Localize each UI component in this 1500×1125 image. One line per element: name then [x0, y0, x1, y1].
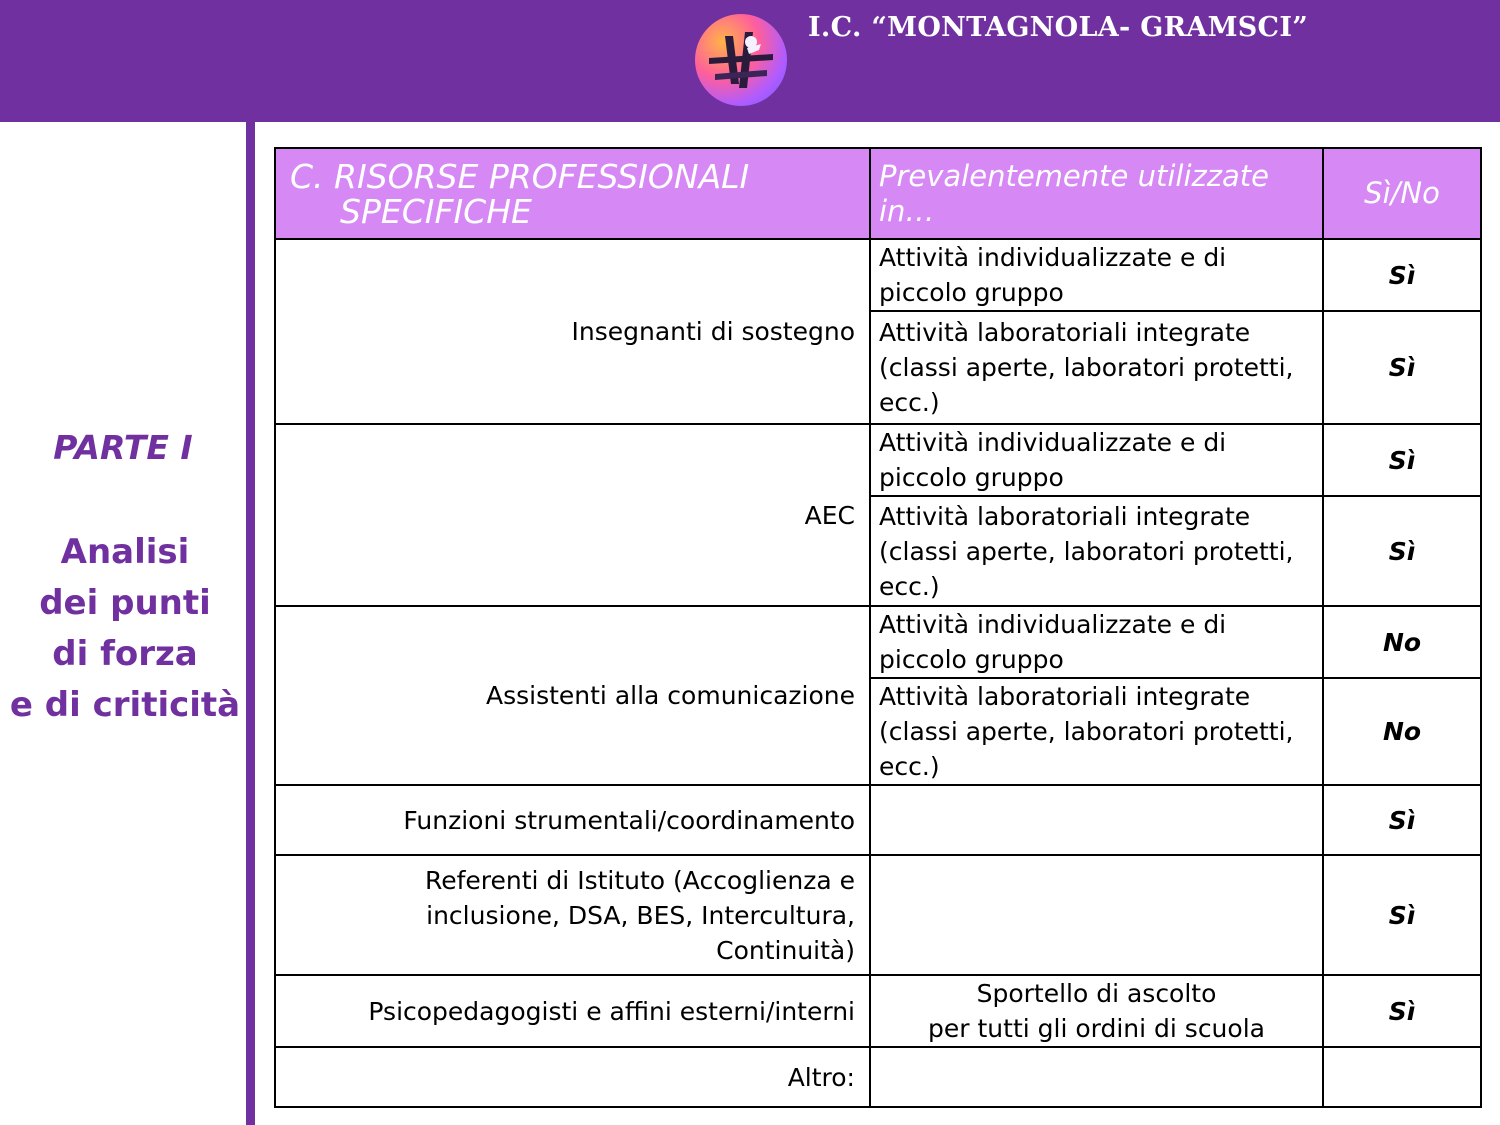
resource-cell: [275, 785, 870, 855]
answer-cell: Sì: [1323, 496, 1481, 606]
header-usage-line: Prevalentemente utilizzate: [879, 158, 1269, 193]
usage-cell: [870, 496, 1323, 606]
section-title: [0, 527, 250, 731]
usage-line: Attività individualizzate e di: [879, 610, 1227, 639]
header-bar: [0, 0, 1500, 122]
usage-line: piccolo gruppo: [879, 645, 1064, 674]
answer-cell: Sì: [1323, 424, 1481, 496]
section-title-line: dei punti: [39, 583, 211, 623]
answer-cell: Sì: [1323, 855, 1481, 975]
header-yes-no: Sì/No: [1323, 148, 1481, 239]
usage-cell: [870, 239, 1323, 311]
table-row: [275, 239, 1481, 311]
usage-line: Attività laboratoriali integrate: [879, 682, 1251, 711]
answer-cell: Sì: [1323, 785, 1481, 855]
usage-line: piccolo gruppo: [879, 463, 1064, 492]
usage-line: ecc.): [879, 571, 940, 601]
table-row: [275, 606, 1481, 678]
answer-cell: Sì: [1323, 239, 1481, 311]
section-title-line: e di criticità: [9, 685, 241, 725]
resource-line: Altro:: [787, 1062, 855, 1092]
school-name: I.C. “MONTAGNOLA- GRAMSCI”: [808, 12, 1309, 43]
table-header-row: [275, 148, 1481, 239]
resource-line: Continuità): [716, 935, 855, 965]
usage-line: (classi aperte, laboratori protetti,: [879, 717, 1294, 746]
part-label: PARTE I: [53, 428, 193, 467]
usage-line: per tutti gli ordini di scuola: [928, 1014, 1265, 1043]
school-logo-icon: [695, 14, 787, 106]
header-usage-line: in…: [879, 193, 935, 228]
answer-cell: Sì: [1323, 311, 1481, 424]
resource-line: Psicopedagogisti e affini esterni/interni: [368, 996, 855, 1026]
usage-cell: [870, 424, 1323, 496]
section-title-line: Analisi: [60, 532, 190, 572]
usage-line: piccolo gruppo: [879, 278, 1064, 307]
usage-line: (classi aperte, laboratori protetti,: [879, 353, 1294, 382]
resource-line: inclusione, DSA, BES, Intercultura,: [426, 900, 855, 930]
usage-line: Attività laboratoriali integrate: [879, 318, 1251, 347]
header-resources-line: C. RISORSE PROFESSIONALI: [290, 156, 750, 196]
header-resources: [275, 148, 870, 239]
header-resources-line: SPECIFICHE: [340, 191, 532, 231]
resource-cell: [275, 975, 870, 1047]
table-row: [275, 975, 1481, 1047]
resource-line: Referenti di Istituto (Accoglienza e: [424, 865, 855, 895]
answer-cell: [1323, 1047, 1481, 1107]
resource-cell: [275, 1047, 870, 1107]
usage-line: Attività individualizzate e di: [879, 428, 1227, 457]
usage-cell: [870, 311, 1323, 424]
usage-cell: [870, 785, 1323, 855]
table-row: [275, 424, 1481, 496]
resource-cell: Assistenti alla comunicazione: [275, 606, 870, 785]
resource-line: Funzioni strumentali/coordinamento: [403, 805, 855, 835]
usage-line: Sportello di ascolto: [976, 979, 1217, 1008]
sidebar: [0, 122, 246, 1125]
answer-cell: Sì: [1323, 975, 1481, 1047]
answer-cell: No: [1323, 606, 1481, 678]
usage-line: Attività laboratoriali integrate: [879, 501, 1251, 531]
section-title-line: di forza: [52, 634, 198, 674]
usage-cell: [870, 1047, 1323, 1107]
usage-cell: [870, 975, 1323, 1047]
header-usage: [870, 148, 1323, 239]
answer-cell: No: [1323, 678, 1481, 785]
table-row: [275, 855, 1481, 975]
table-row: [275, 785, 1481, 855]
usage-cell: [870, 678, 1323, 785]
usage-line: ecc.): [879, 388, 940, 417]
usage-cell: [870, 606, 1323, 678]
usage-cell: [870, 855, 1323, 975]
usage-line: ecc.): [879, 752, 940, 781]
resources-table: [274, 147, 1482, 1108]
resource-cell: [275, 855, 870, 975]
resource-cell: Insegnanti di sostegno: [275, 239, 870, 424]
resource-cell: AEC: [275, 424, 870, 606]
table-row: [275, 1047, 1481, 1107]
usage-line: Attività individualizzate e di: [879, 243, 1227, 272]
usage-line: (classi aperte, laboratori protetti,: [879, 536, 1294, 566]
